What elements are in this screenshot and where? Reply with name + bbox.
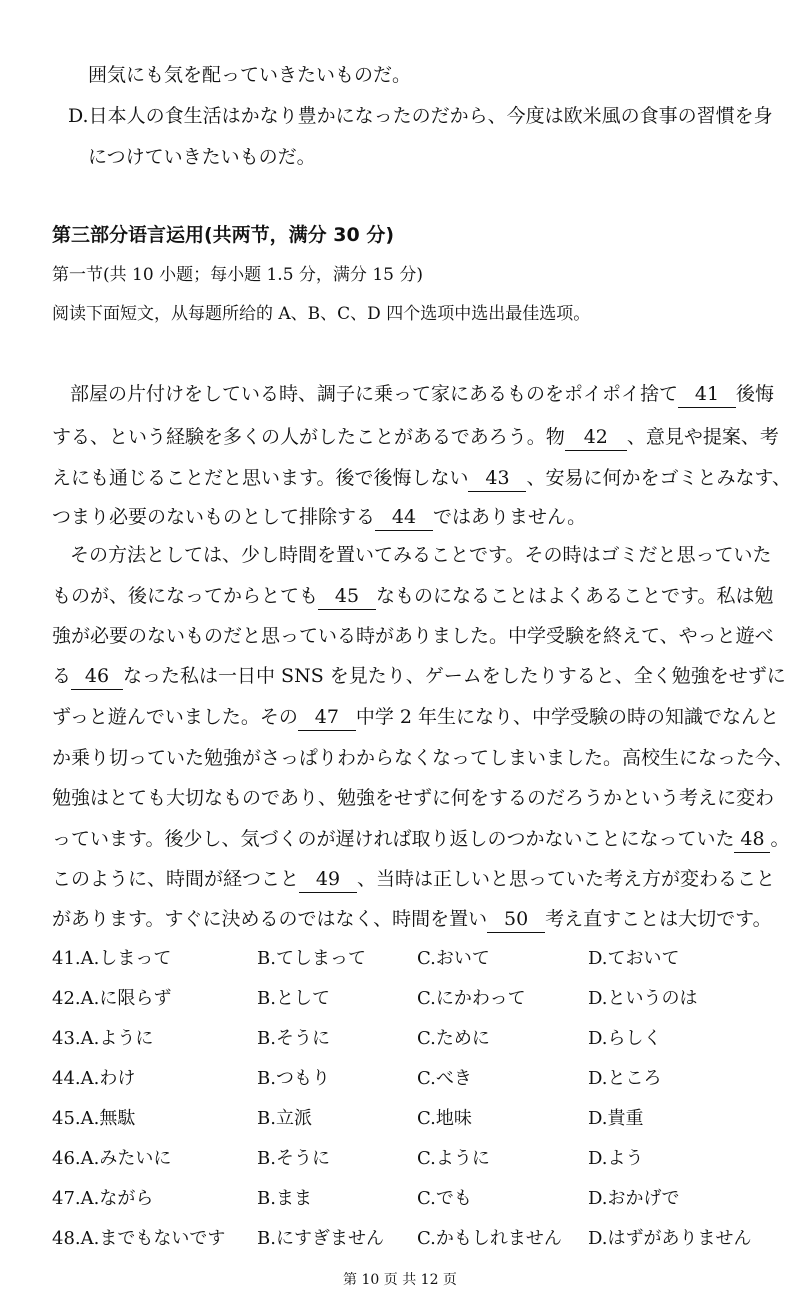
option-c[interactable]: C.にかわって: [417, 988, 526, 1009]
passage-line: その方法としては、少し時間を置いてみることです。その時はゴミだと思っていた: [70, 544, 772, 566]
passage-line: 強が必要のないものだと思っている時がありました。中学受験を終えて、やっと遊べ: [52, 625, 774, 647]
option-b[interactable]: B.そうに: [257, 1148, 330, 1169]
passage-line: 勉強はとても大切なものであり、勉強をせずに何をするのだろうかという考えに変わ: [52, 787, 775, 809]
blank-50: 50: [487, 906, 545, 933]
option-a[interactable]: 43.A.ように: [52, 1028, 154, 1049]
passage-line: [52, 826, 790, 853]
option-d-line2: につけていきたいものだ。: [88, 146, 316, 168]
option-a[interactable]: 48.A.までもないです: [52, 1228, 226, 1249]
option-a[interactable]: 46.A.みたいに: [52, 1148, 172, 1169]
passage-line: [52, 663, 786, 690]
options-row-47: [0, 1185, 800, 1213]
passage-text: えにも通じることだと思います。後で後悔しない: [52, 467, 469, 489]
passage-line: [52, 465, 791, 492]
passage-line: か乗り切っていた勉強がさっぱりわからなくなってしまいました。高校生になった今、: [52, 747, 794, 769]
option-d[interactable]: D.というのは: [588, 988, 698, 1009]
option-b[interactable]: B.そうに: [257, 1028, 330, 1049]
passage-text: る: [52, 665, 72, 687]
option-d[interactable]: D.ておいて: [588, 948, 680, 969]
blank-48: 48: [734, 826, 770, 853]
option-b[interactable]: B.つもり: [257, 1068, 330, 1089]
option-c[interactable]: C.べき: [417, 1068, 472, 1089]
blank-49: 49: [299, 866, 357, 893]
passage-text: ではありません。: [433, 506, 587, 528]
option-b[interactable]: B.てしまって: [257, 948, 366, 969]
passage-text: する、という経験を多くの人がしたことがあるであろう。物: [52, 426, 565, 448]
passage-text: 。: [770, 828, 790, 850]
options-row-44: [0, 1065, 800, 1093]
passage-text: なった私は一日中 SNS を見たり、ゲームをしたりすると、全く勉強をせずに: [123, 665, 786, 687]
passage-text: 後悔: [736, 383, 775, 405]
blank-47: 47: [298, 704, 356, 731]
passage-line: [52, 704, 779, 731]
option-d[interactable]: D.貴重: [588, 1108, 644, 1129]
passage-text: 考え直すことは大切です。: [545, 908, 772, 930]
option-d-line1: D.日本人の食生活はかなり豊かになったのだから、今度は欧米風の食事の習慣を身: [68, 105, 773, 127]
blank-46: 46: [71, 663, 123, 690]
option-b[interactable]: B.まま: [257, 1188, 312, 1209]
passage-line: [52, 424, 779, 451]
options-row-45: [0, 1105, 800, 1133]
option-a[interactable]: 44.A.わけ: [52, 1068, 136, 1089]
passage-text: があります。すぐに決めるのではなく、時間を置い: [52, 908, 488, 930]
section-title: 第三部分语言运用(共两节，满分 30 分): [52, 224, 395, 246]
options-row-46: [0, 1145, 800, 1173]
passage-line: [52, 866, 775, 893]
passage-text: 、安易に何かをゴミとみなす、: [526, 467, 791, 489]
passage-text: っています。後少し、気づくのが遅ければ取り返しのつかないことになっていた: [52, 828, 735, 850]
option-d[interactable]: D.よう: [588, 1148, 644, 1169]
passage-text: 中学 2 年生になり、中学受験の時の知識でなんと: [355, 706, 780, 728]
options-row-41: [0, 945, 800, 973]
option-b[interactable]: B.にすぎません: [257, 1228, 384, 1249]
blank-44: 44: [375, 504, 433, 531]
option-d[interactable]: D.らしく: [588, 1028, 662, 1049]
option-c[interactable]: C.でも: [417, 1188, 472, 1209]
options-row-43: [0, 1025, 800, 1053]
passage-text: 、意見や提案、考: [626, 426, 779, 448]
passage-text: なものになることはよくあることです。私は勉: [376, 585, 774, 607]
page-number: 第 10 页 共 12 页: [343, 1272, 457, 1288]
option-c[interactable]: C.ように: [417, 1148, 490, 1169]
passage-text: このように、時間が経つこと: [52, 868, 300, 890]
passage-text: 、当時は正しいと思っていた考え方が変わること: [357, 868, 776, 890]
instruction-text: 阅读下面短文，从每题所给的 A、B、C、D 四个选项中选出最佳选项。: [52, 304, 591, 324]
option-b[interactable]: B.として: [257, 988, 330, 1009]
passage-line: [70, 381, 774, 408]
passage-text: つまり必要のないものとして排除する: [52, 506, 376, 528]
passage-text: ずっと遊んでいました。その: [52, 706, 298, 728]
option-c[interactable]: C.おいて: [417, 948, 490, 969]
option-c-continuation: 囲気にも気を配っていきたいものだ。: [88, 64, 412, 86]
options-row-48: [0, 1225, 800, 1253]
blank-43: 43: [468, 465, 526, 492]
passage-text: 部屋の片付けをしている時、調子に乗って家にあるものをポイポイ捨て: [70, 383, 679, 405]
option-d[interactable]: D.おかげで: [588, 1188, 680, 1209]
option-d[interactable]: D.はずがありません: [588, 1228, 752, 1249]
option-d[interactable]: D.ところ: [588, 1068, 662, 1089]
options-row-42: [0, 985, 800, 1013]
option-a[interactable]: 45.A.無駄: [52, 1108, 136, 1129]
option-c[interactable]: C.ために: [417, 1028, 490, 1049]
option-a[interactable]: 41.A.しまって: [52, 948, 172, 969]
option-c[interactable]: C.地味: [417, 1108, 472, 1129]
option-a[interactable]: 47.A.ながら: [52, 1188, 154, 1209]
option-c[interactable]: C.かもしれません: [417, 1228, 562, 1249]
passage-text: ものが、後になってからとても: [52, 585, 319, 607]
blank-45: 45: [318, 583, 376, 610]
option-a[interactable]: 42.A.に限らず: [52, 988, 172, 1009]
passage-line: [52, 504, 586, 531]
blank-41: 41: [678, 381, 736, 408]
passage-line: [52, 583, 774, 610]
subsection-title: 第一节(共 10 小题；每小题 1.5 分，满分 15 分): [52, 265, 423, 285]
passage-line: [52, 906, 772, 933]
blank-42: 42: [565, 424, 627, 451]
option-b[interactable]: B.立派: [257, 1108, 312, 1129]
